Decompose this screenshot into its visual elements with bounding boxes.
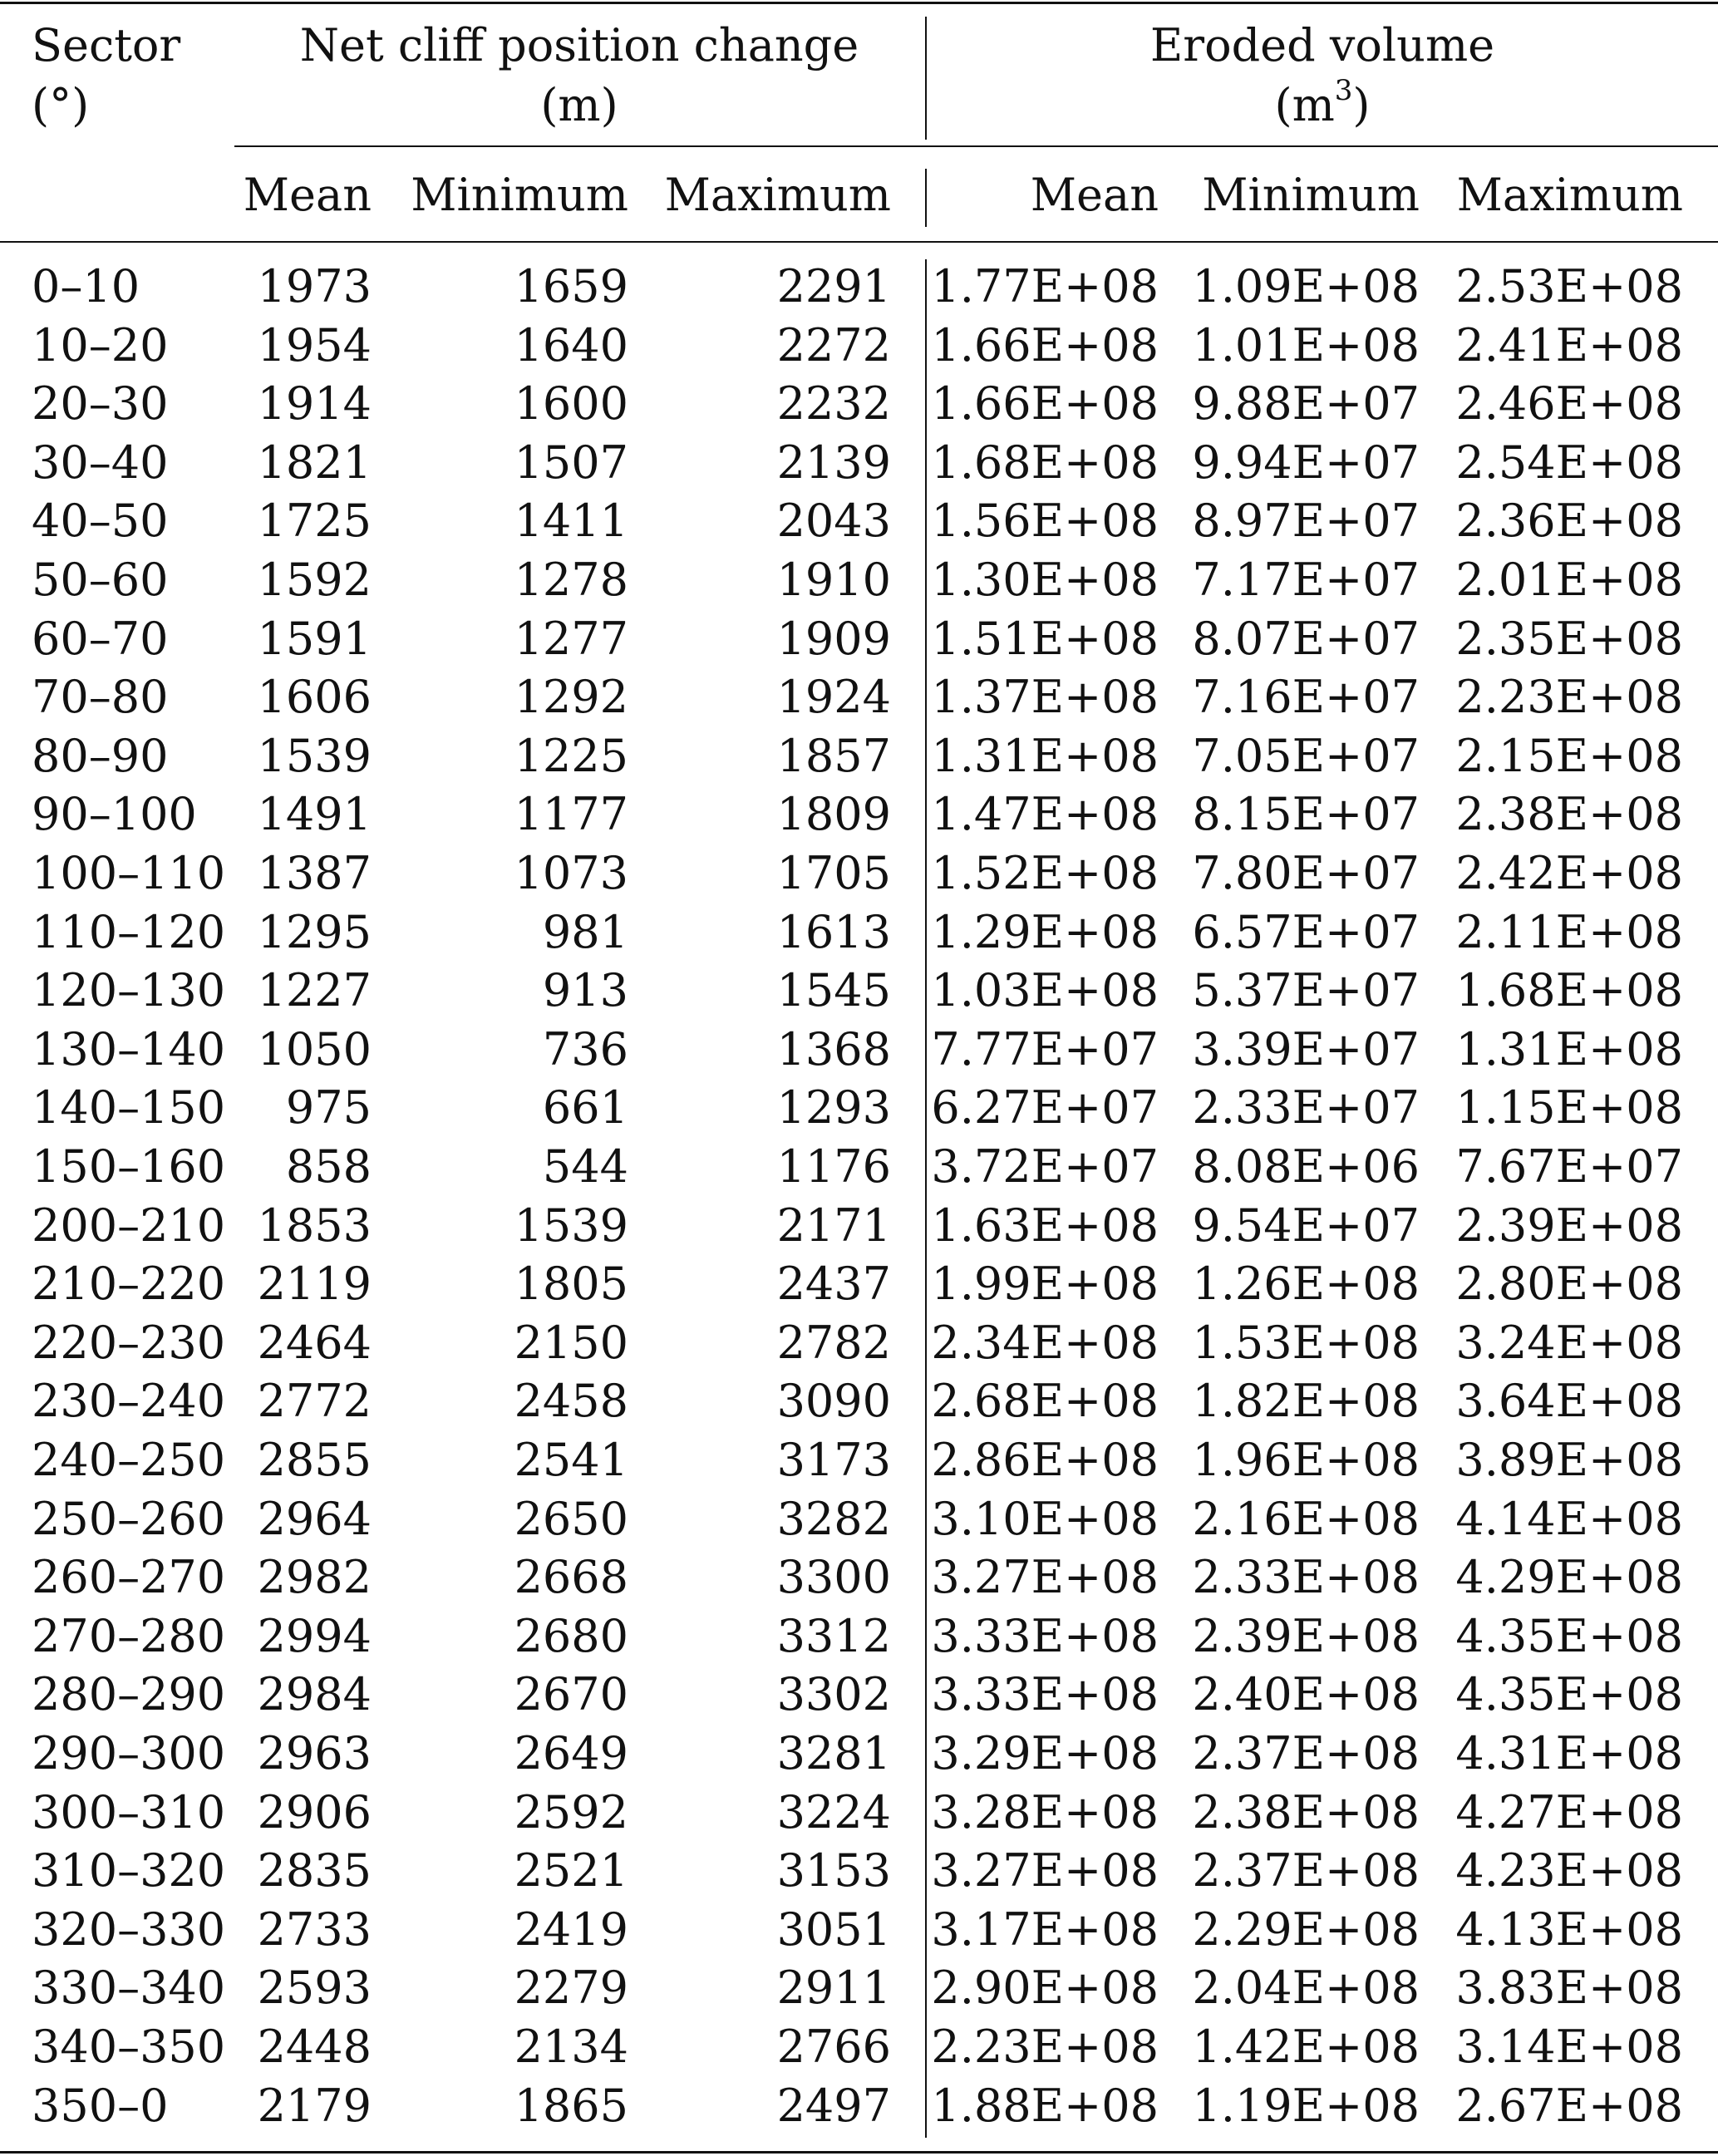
cell-cliff-mean: 1914 bbox=[257, 377, 372, 430]
cell-volume-maximum: 4.14E+08 bbox=[1455, 1493, 1683, 1545]
cell-volume-minimum: 2.37E+08 bbox=[1192, 1844, 1420, 1897]
cell-cliff-minimum: 2668 bbox=[514, 1551, 628, 1603]
cell-cliff-minimum: 1539 bbox=[514, 1199, 628, 1252]
cell-volume-mean: 1.47E+08 bbox=[931, 788, 1159, 840]
cell-volume-minimum: 1.09E+08 bbox=[1192, 260, 1420, 313]
cell-cliff-maximum: 2437 bbox=[776, 1258, 891, 1310]
cell-volume-minimum: 7.05E+07 bbox=[1192, 730, 1420, 782]
cell-volume-maximum: 2.23E+08 bbox=[1455, 671, 1683, 723]
cell-volume-mean: 3.29E+08 bbox=[931, 1727, 1159, 1779]
bottom-rule bbox=[0, 2151, 1718, 2154]
cell-volume-minimum: 2.33E+08 bbox=[1192, 1551, 1420, 1603]
cell-cliff-maximum: 1293 bbox=[776, 1081, 891, 1134]
cell-volume-mean: 1.66E+08 bbox=[931, 319, 1159, 372]
cell-cliff-maximum: 3090 bbox=[776, 1375, 891, 1427]
cell-cliff-minimum: 1805 bbox=[514, 1258, 628, 1310]
cell-sector: 300–310 bbox=[32, 1786, 226, 1839]
header-sector-unit: (°) bbox=[32, 79, 90, 131]
cell-volume-maximum: 2.39E+08 bbox=[1455, 1199, 1683, 1252]
cell-cliff-minimum: 2458 bbox=[514, 1375, 628, 1427]
cell-volume-maximum: 2.11E+08 bbox=[1455, 906, 1683, 958]
subheader-volume-maximum: Maximum bbox=[1456, 169, 1683, 221]
cell-volume-mean: 2.68E+08 bbox=[931, 1375, 1159, 1427]
cell-cliff-minimum: 2592 bbox=[514, 1786, 628, 1839]
cell-cliff-minimum: 1411 bbox=[514, 495, 628, 547]
cell-volume-maximum: 2.36E+08 bbox=[1455, 495, 1683, 547]
cell-volume-maximum: 2.53E+08 bbox=[1455, 260, 1683, 313]
cell-cliff-minimum: 1292 bbox=[514, 671, 628, 723]
cell-cliff-minimum: 1277 bbox=[514, 613, 628, 665]
cell-volume-mean: 1.66E+08 bbox=[931, 377, 1159, 430]
cell-cliff-maximum: 2232 bbox=[776, 377, 891, 430]
header-rule bbox=[0, 241, 1718, 243]
cell-volume-minimum: 1.82E+08 bbox=[1192, 1375, 1420, 1427]
cell-cliff-mean: 2984 bbox=[257, 1668, 372, 1720]
cell-cliff-minimum: 2541 bbox=[514, 1434, 628, 1486]
cell-cliff-maximum: 1909 bbox=[776, 613, 891, 665]
cell-cliff-maximum: 3302 bbox=[776, 1668, 891, 1720]
cell-sector: 270–280 bbox=[32, 1610, 226, 1662]
cell-sector: 210–220 bbox=[32, 1258, 226, 1310]
cell-volume-minimum: 1.96E+08 bbox=[1192, 1434, 1420, 1486]
cell-sector: 250–260 bbox=[32, 1493, 226, 1545]
cell-volume-minimum: 3.39E+07 bbox=[1192, 1023, 1420, 1076]
cell-volume-mean: 1.30E+08 bbox=[931, 554, 1159, 606]
cell-volume-mean: 1.88E+08 bbox=[931, 2080, 1159, 2132]
cell-volume-mean: 6.27E+07 bbox=[931, 1081, 1159, 1134]
cell-volume-minimum: 2.33E+07 bbox=[1192, 1081, 1420, 1134]
header-eroded-volume-unit bbox=[927, 76, 1718, 135]
cell-cliff-mean: 1606 bbox=[257, 671, 372, 723]
cell-cliff-maximum: 2782 bbox=[776, 1317, 891, 1369]
cell-cliff-minimum: 2419 bbox=[514, 1903, 628, 1956]
cell-cliff-maximum: 2497 bbox=[776, 2080, 891, 2132]
cell-cliff-mean: 1592 bbox=[257, 554, 372, 606]
cell-volume-minimum: 9.88E+07 bbox=[1192, 377, 1420, 430]
cell-cliff-maximum: 2043 bbox=[776, 495, 891, 547]
cell-volume-mean: 1.03E+08 bbox=[931, 964, 1159, 1016]
subheader-volume-mean: Mean bbox=[1030, 169, 1159, 221]
cell-cliff-minimum: 1600 bbox=[514, 377, 628, 430]
cell-cliff-minimum: 1278 bbox=[514, 554, 628, 606]
cell-volume-minimum: 8.07E+07 bbox=[1192, 613, 1420, 665]
cell-cliff-maximum: 1809 bbox=[776, 788, 891, 840]
cell-volume-mean: 3.72E+07 bbox=[931, 1140, 1159, 1193]
cell-volume-maximum: 4.31E+08 bbox=[1455, 1727, 1683, 1779]
cell-volume-minimum: 1.53E+08 bbox=[1192, 1317, 1420, 1369]
cell-cliff-maximum: 1368 bbox=[776, 1023, 891, 1076]
cell-sector: 290–300 bbox=[32, 1727, 226, 1779]
header-eroded-volume: Eroded volume bbox=[1149, 19, 1495, 71]
cell-cliff-maximum: 1613 bbox=[776, 906, 891, 958]
cell-cliff-mean: 2119 bbox=[257, 1258, 372, 1310]
header-sector: Sector bbox=[32, 19, 181, 71]
cell-cliff-mean: 1295 bbox=[257, 906, 372, 958]
cell-sector: 240–250 bbox=[32, 1434, 226, 1486]
cell-volume-mean: 1.63E+08 bbox=[931, 1199, 1159, 1252]
cell-volume-maximum: 2.54E+08 bbox=[1455, 436, 1683, 489]
subheader-volume-minimum: Minimum bbox=[1202, 169, 1420, 221]
cell-sector: 140–150 bbox=[32, 1081, 226, 1134]
cell-volume-minimum: 8.08E+06 bbox=[1192, 1140, 1420, 1193]
cell-cliff-mean: 1539 bbox=[257, 730, 372, 782]
cell-volume-maximum: 4.13E+08 bbox=[1455, 1903, 1683, 1956]
cell-volume-mean: 1.56E+08 bbox=[931, 495, 1159, 547]
cell-volume-maximum: 3.64E+08 bbox=[1455, 1375, 1683, 1427]
cell-volume-mean: 1.52E+08 bbox=[931, 847, 1159, 899]
cell-cliff-maximum: 2171 bbox=[776, 1199, 891, 1252]
cell-volume-maximum: 2.01E+08 bbox=[1455, 554, 1683, 606]
cell-volume-maximum: 2.80E+08 bbox=[1455, 1258, 1683, 1310]
cell-cliff-mean: 1387 bbox=[257, 847, 372, 899]
top-rule bbox=[0, 2, 1718, 4]
cell-sector: 70–80 bbox=[32, 671, 169, 723]
cell-volume-minimum: 2.29E+08 bbox=[1192, 1903, 1420, 1956]
cell-volume-mean: 2.23E+08 bbox=[931, 2021, 1159, 2073]
unit-close: ) bbox=[1352, 79, 1371, 131]
cell-volume-maximum: 1.68E+08 bbox=[1455, 964, 1683, 1016]
cell-cliff-minimum: 1640 bbox=[514, 319, 628, 372]
cell-sector: 280–290 bbox=[32, 1668, 226, 1720]
cell-cliff-maximum: 1924 bbox=[776, 671, 891, 723]
cell-cliff-maximum: 3173 bbox=[776, 1434, 891, 1486]
cell-volume-mean: 1.29E+08 bbox=[931, 906, 1159, 958]
cell-sector: 340–350 bbox=[32, 2021, 226, 2073]
cell-sector: 220–230 bbox=[32, 1317, 226, 1369]
cell-sector: 60–70 bbox=[32, 613, 169, 665]
cell-sector: 150–160 bbox=[32, 1140, 226, 1193]
cell-volume-mean: 3.33E+08 bbox=[931, 1668, 1159, 1720]
cell-volume-maximum: 2.38E+08 bbox=[1455, 788, 1683, 840]
cell-cliff-minimum: 661 bbox=[542, 1081, 628, 1134]
cell-volume-mean: 7.77E+07 bbox=[931, 1023, 1159, 1076]
cell-volume-maximum: 4.35E+08 bbox=[1455, 1668, 1683, 1720]
cell-cliff-minimum: 2680 bbox=[514, 1610, 628, 1662]
cell-cliff-maximum: 2272 bbox=[776, 319, 891, 372]
cell-volume-minimum: 2.39E+08 bbox=[1192, 1610, 1420, 1662]
cell-volume-mean: 2.34E+08 bbox=[931, 1317, 1159, 1369]
cell-cliff-minimum: 981 bbox=[542, 906, 628, 958]
cell-cliff-minimum: 2134 bbox=[514, 2021, 628, 2073]
cell-cliff-maximum: 1910 bbox=[776, 554, 891, 606]
cell-sector: 320–330 bbox=[32, 1903, 226, 1956]
cell-cliff-maximum: 2291 bbox=[776, 260, 891, 313]
cell-cliff-mean: 2994 bbox=[257, 1610, 372, 1662]
subheader-cliff-maximum: Maximum bbox=[664, 169, 891, 221]
cell-volume-minimum: 9.54E+07 bbox=[1192, 1199, 1420, 1252]
cell-sector: 20–30 bbox=[32, 377, 169, 430]
cell-volume-minimum: 7.16E+07 bbox=[1192, 671, 1420, 723]
cell-cliff-mean: 2448 bbox=[257, 2021, 372, 2073]
cell-volume-maximum: 2.35E+08 bbox=[1455, 613, 1683, 665]
cell-sector: 200–210 bbox=[32, 1199, 226, 1252]
cell-cliff-mean: 2963 bbox=[257, 1727, 372, 1779]
cell-volume-minimum: 8.97E+07 bbox=[1192, 495, 1420, 547]
body-divider bbox=[925, 259, 927, 2138]
cell-sector: 100–110 bbox=[32, 847, 226, 899]
cell-volume-maximum: 2.15E+08 bbox=[1455, 730, 1683, 782]
cell-cliff-minimum: 2150 bbox=[514, 1317, 628, 1369]
cell-volume-maximum: 3.83E+08 bbox=[1455, 1962, 1683, 2014]
cell-cliff-mean: 2593 bbox=[257, 1962, 372, 2014]
cell-cliff-minimum: 913 bbox=[542, 964, 628, 1016]
cell-cliff-mean: 1725 bbox=[257, 495, 372, 547]
cell-volume-minimum: 7.17E+07 bbox=[1192, 554, 1420, 606]
cell-cliff-minimum: 2670 bbox=[514, 1668, 628, 1720]
cell-volume-minimum: 5.37E+07 bbox=[1192, 964, 1420, 1016]
cell-sector: 350–0 bbox=[32, 2080, 169, 2132]
cell-cliff-mean: 1491 bbox=[257, 788, 372, 840]
cell-volume-minimum: 9.94E+07 bbox=[1192, 436, 1420, 489]
cell-cliff-minimum: 1225 bbox=[514, 730, 628, 782]
cell-cliff-minimum: 1177 bbox=[514, 788, 628, 840]
cell-cliff-minimum: 1659 bbox=[514, 260, 628, 313]
cell-cliff-mean: 1853 bbox=[257, 1199, 372, 1252]
cell-volume-mean: 1.68E+08 bbox=[931, 436, 1159, 489]
cell-volume-maximum: 4.23E+08 bbox=[1455, 1844, 1683, 1897]
cell-cliff-maximum: 3282 bbox=[776, 1493, 891, 1545]
cell-sector: 50–60 bbox=[32, 554, 169, 606]
cell-volume-minimum: 6.57E+07 bbox=[1192, 906, 1420, 958]
cell-sector: 230–240 bbox=[32, 1375, 226, 1427]
cell-volume-mean: 1.99E+08 bbox=[931, 1258, 1159, 1310]
cell-cliff-mean: 1973 bbox=[257, 260, 372, 313]
cell-volume-minimum: 2.40E+08 bbox=[1192, 1668, 1420, 1720]
cell-cliff-minimum: 736 bbox=[542, 1023, 628, 1076]
cell-volume-minimum: 1.42E+08 bbox=[1192, 2021, 1420, 2073]
cell-sector: 330–340 bbox=[32, 1962, 226, 2014]
cell-volume-mean: 3.27E+08 bbox=[931, 1551, 1159, 1603]
cell-cliff-minimum: 1865 bbox=[514, 2080, 628, 2132]
cell-cliff-maximum: 3224 bbox=[776, 1786, 891, 1839]
cell-volume-maximum: 2.67E+08 bbox=[1455, 2080, 1683, 2132]
cell-cliff-mean: 2179 bbox=[257, 2080, 372, 2132]
cell-volume-maximum: 3.14E+08 bbox=[1455, 2021, 1683, 2073]
cell-cliff-mean: 2772 bbox=[257, 1375, 372, 1427]
cell-volume-minimum: 8.15E+07 bbox=[1192, 788, 1420, 840]
cell-volume-mean: 1.77E+08 bbox=[931, 260, 1159, 313]
cell-cliff-maximum: 2139 bbox=[776, 436, 891, 489]
cell-volume-maximum: 1.31E+08 bbox=[1455, 1023, 1683, 1076]
cell-sector: 110–120 bbox=[32, 906, 226, 958]
cell-volume-mean: 3.17E+08 bbox=[931, 1903, 1159, 1956]
cell-volume-minimum: 1.26E+08 bbox=[1192, 1258, 1420, 1310]
cell-cliff-mean: 2855 bbox=[257, 1434, 372, 1486]
cell-volume-maximum: 3.89E+08 bbox=[1455, 1434, 1683, 1486]
cell-cliff-maximum: 1545 bbox=[776, 964, 891, 1016]
cell-volume-maximum: 4.27E+08 bbox=[1455, 1786, 1683, 1839]
cell-sector: 10–20 bbox=[32, 319, 169, 372]
group-rule bbox=[234, 145, 1718, 147]
cell-cliff-maximum: 2766 bbox=[776, 2021, 891, 2073]
subheader-cliff-minimum: Minimum bbox=[411, 169, 628, 221]
unit-base: (m bbox=[1274, 79, 1335, 131]
cell-volume-maximum: 3.24E+08 bbox=[1455, 1317, 1683, 1369]
cell-sector: 80–90 bbox=[32, 730, 169, 782]
cell-sector: 30–40 bbox=[32, 436, 169, 489]
cell-volume-minimum: 1.19E+08 bbox=[1192, 2080, 1420, 2132]
subheader-cliff-mean: Mean bbox=[243, 169, 372, 221]
cell-cliff-mean: 2733 bbox=[257, 1903, 372, 1956]
cell-cliff-minimum: 2279 bbox=[514, 1962, 628, 2014]
cell-volume-maximum: 2.41E+08 bbox=[1455, 319, 1683, 372]
cell-volume-minimum: 1.01E+08 bbox=[1192, 319, 1420, 372]
cell-cliff-minimum: 2650 bbox=[514, 1493, 628, 1545]
cell-volume-mean: 3.27E+08 bbox=[931, 1844, 1159, 1897]
cell-cliff-mean: 975 bbox=[285, 1081, 372, 1134]
cell-cliff-maximum: 2911 bbox=[776, 1962, 891, 2014]
cell-volume-maximum: 7.67E+07 bbox=[1455, 1140, 1683, 1193]
cell-cliff-mean: 1821 bbox=[257, 436, 372, 489]
cell-cliff-mean: 2982 bbox=[257, 1551, 372, 1603]
cell-sector: 260–270 bbox=[32, 1551, 226, 1603]
cell-cliff-maximum: 3300 bbox=[776, 1551, 891, 1603]
cell-cliff-minimum: 544 bbox=[542, 1140, 628, 1193]
cell-sector: 40–50 bbox=[32, 495, 169, 547]
cell-cliff-minimum: 1073 bbox=[514, 847, 628, 899]
cell-volume-maximum: 2.42E+08 bbox=[1455, 847, 1683, 899]
cell-volume-maximum: 1.15E+08 bbox=[1455, 1081, 1683, 1134]
cell-sector: 120–130 bbox=[32, 964, 226, 1016]
cell-cliff-maximum: 1705 bbox=[776, 847, 891, 899]
header-net-cliff: Net cliff position change bbox=[299, 19, 859, 71]
header-divider-sub bbox=[925, 169, 927, 227]
cell-cliff-mean: 2906 bbox=[257, 1786, 372, 1839]
cell-volume-maximum: 4.29E+08 bbox=[1455, 1551, 1683, 1603]
unit-exponent: 3 bbox=[1334, 74, 1353, 107]
cell-cliff-mean: 1954 bbox=[257, 319, 372, 372]
cell-sector: 90–100 bbox=[32, 788, 197, 840]
cell-cliff-mean: 2964 bbox=[257, 1493, 372, 1545]
cell-volume-minimum: 2.04E+08 bbox=[1192, 1962, 1420, 2014]
cell-cliff-maximum: 3153 bbox=[776, 1844, 891, 1897]
cell-volume-mean: 1.31E+08 bbox=[931, 730, 1159, 782]
cell-volume-mean: 2.90E+08 bbox=[931, 1962, 1159, 2014]
cell-volume-minimum: 2.16E+08 bbox=[1192, 1493, 1420, 1545]
cell-cliff-minimum: 1507 bbox=[514, 436, 628, 489]
cell-cliff-mean: 1591 bbox=[257, 613, 372, 665]
cell-sector: 0–10 bbox=[32, 260, 140, 313]
cell-cliff-minimum: 2649 bbox=[514, 1727, 628, 1779]
header-net-cliff-unit: (m) bbox=[540, 79, 618, 131]
cell-cliff-minimum: 2521 bbox=[514, 1844, 628, 1897]
cell-volume-mean: 1.51E+08 bbox=[931, 613, 1159, 665]
cell-cliff-maximum: 1176 bbox=[776, 1140, 891, 1193]
cell-volume-mean: 3.28E+08 bbox=[931, 1786, 1159, 1839]
cell-volume-minimum: 2.38E+08 bbox=[1192, 1786, 1420, 1839]
cell-volume-minimum: 2.37E+08 bbox=[1192, 1727, 1420, 1779]
cell-volume-mean: 3.33E+08 bbox=[931, 1610, 1159, 1662]
cell-volume-mean: 3.10E+08 bbox=[931, 1493, 1159, 1545]
cell-cliff-maximum: 3051 bbox=[776, 1903, 891, 1956]
cell-cliff-mean: 1050 bbox=[257, 1023, 372, 1076]
cell-cliff-maximum: 3312 bbox=[776, 1610, 891, 1662]
cell-volume-maximum: 2.46E+08 bbox=[1455, 377, 1683, 430]
cell-cliff-mean: 2835 bbox=[257, 1844, 372, 1897]
cell-sector: 130–140 bbox=[32, 1023, 226, 1076]
cell-volume-mean: 2.86E+08 bbox=[931, 1434, 1159, 1486]
cell-volume-maximum: 4.35E+08 bbox=[1455, 1610, 1683, 1662]
cell-cliff-maximum: 3281 bbox=[776, 1727, 891, 1779]
cell-volume-mean: 1.37E+08 bbox=[931, 671, 1159, 723]
cell-cliff-mean: 2464 bbox=[257, 1317, 372, 1369]
cell-sector: 310–320 bbox=[32, 1844, 226, 1897]
cell-cliff-mean: 858 bbox=[285, 1140, 372, 1193]
cell-cliff-mean: 1227 bbox=[257, 964, 372, 1016]
cell-volume-minimum: 7.80E+07 bbox=[1192, 847, 1420, 899]
cell-cliff-maximum: 1857 bbox=[776, 730, 891, 782]
